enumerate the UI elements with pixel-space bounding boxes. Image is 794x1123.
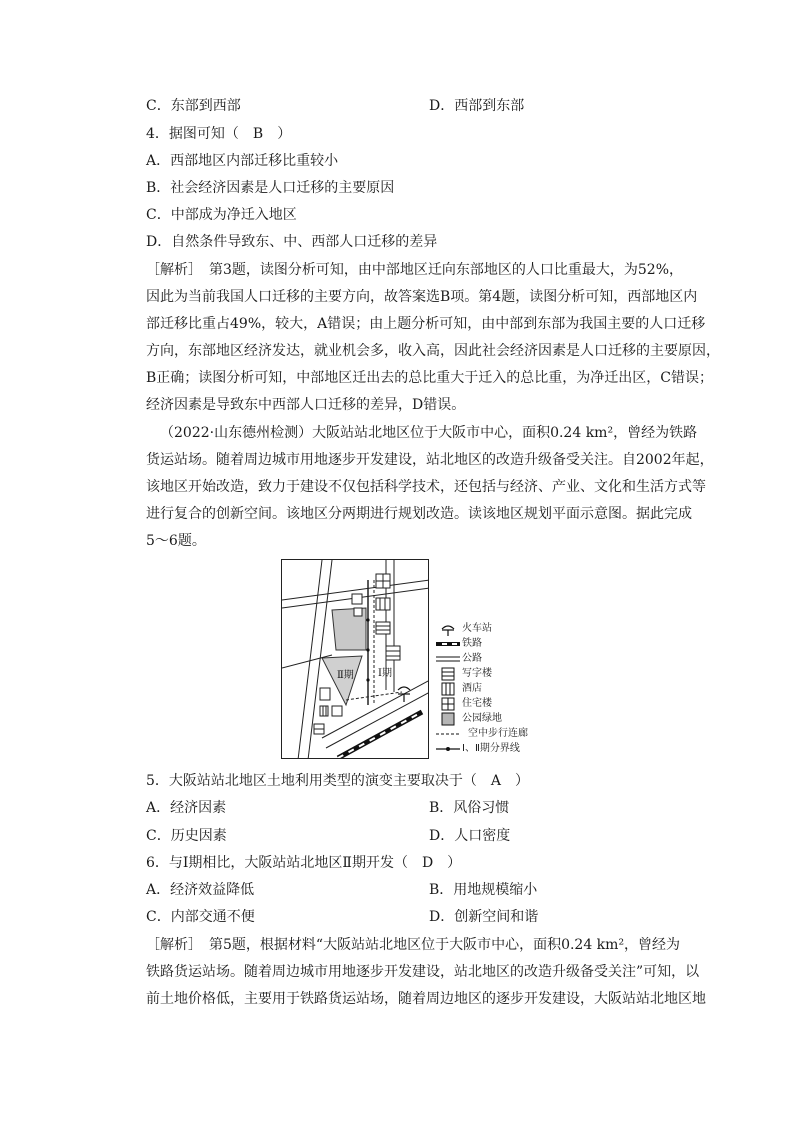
office-building <box>386 646 400 660</box>
office-building <box>376 622 390 634</box>
analysis1-line: ［解析］ 第3题，读图分析可知，由中部地区迁向东部地区的人口比重最大，为52%， <box>146 262 684 278</box>
legend-label: 火车站 <box>462 623 492 634</box>
legend-label: 公园绿地 <box>462 713 502 724</box>
q6-option-d: D．创新空间和谐 <box>429 909 539 925</box>
q6-option-c: C．内部交通不便 <box>146 909 255 925</box>
office-icon <box>436 667 460 681</box>
hotel-building <box>320 706 328 716</box>
station-icon <box>398 687 410 702</box>
q3-option-c: C．东部到西部 <box>146 98 241 114</box>
map-legend <box>436 622 556 762</box>
analysis2-line: ［解析］ 第5题，根据材料“大阪站站北地区位于大阪市中心，面积0.24 km²，曾经为 <box>146 937 681 953</box>
analysis1-line: 部迁移比重占49%，较大，A错误；由上题分析可知，由中部到东部为我国主要的人口迁移 <box>146 316 706 332</box>
legend-label: 写字楼 <box>462 668 492 679</box>
q6-option-a: A．经济效益降低 <box>146 882 255 898</box>
q4-option-d: D．自然条件导致东、中、西部人口迁移的差异 <box>146 234 438 250</box>
hotel-building <box>376 598 390 610</box>
analysis1-line: 经济因素是导致东中西部人口迁移的差异，D错误。 <box>146 397 466 413</box>
legend-label: 公路 <box>462 653 482 664</box>
q4-option-b: B．社会经济因素是人口迁移的主要原因 <box>146 180 395 196</box>
small-building <box>332 706 342 716</box>
small-building <box>354 608 362 616</box>
q4-stem: 4．据图可知（ B ） <box>146 126 292 142</box>
material-line: 该地区开始改造，致力于建设不仅包括科学技术，还包括与经济、产业、文化和生活方式等 <box>146 479 706 495</box>
material-line: 进行复合的创新空间。该地区分两期进行规划改造。读该地区规划平面示意图。据此完成 <box>146 506 692 522</box>
analysis1-line: B正确；读图分析可知，中部地区迁出去的总比重大于迁入的总比重，为净迁出区，C错误； <box>146 370 713 386</box>
q6-option-b: B．用地规模缩小 <box>429 882 538 898</box>
q4-option-c: C．中部成为净迁入地区 <box>146 207 297 223</box>
q5-option-c: C．历史因素 <box>146 828 227 844</box>
material-line: 货运站场。随着周边城市用地逐步开发建设，站北地区的改造升级备受关注。自2002年起， <box>146 452 714 468</box>
railway-icon <box>436 637 460 651</box>
road <box>326 692 429 748</box>
park-icon <box>436 712 460 726</box>
analysis1-line: 方向，东部地区经济发达，就业机会多，收入高，因此社会经济因素是人口迁移的主要原因， <box>146 343 720 359</box>
station-icon <box>436 622 460 636</box>
boundary-icon <box>436 742 460 756</box>
planning-map <box>281 559 429 759</box>
legend-label: 酒店 <box>462 683 482 694</box>
small-building <box>352 594 362 604</box>
road-icon <box>436 652 460 666</box>
analysis2-line: 前土地价格低，主要用于铁路货运站场，随着周边地区的逐步开发建设，大阪站站北地区地 <box>146 991 706 1007</box>
q6-stem: 6．与Ⅰ期相比，大阪站站北地区Ⅱ期开发（ D ） <box>146 855 462 871</box>
phase2-label: Ⅱ期 <box>337 670 354 681</box>
legend-label: 铁路 <box>462 638 482 649</box>
q4-option-a: A．西部地区内部迁移比重较小 <box>146 153 339 169</box>
q5-option-b: B．风俗习惯 <box>429 800 510 816</box>
map-drawing <box>282 560 429 759</box>
small-building <box>320 688 330 700</box>
q5-option-a: A．经济因素 <box>146 800 227 816</box>
q3-option-d: D．西部到东部 <box>429 98 525 114</box>
analysis1-line: 因此为当前我国人口迁移的主要方向，故答案选B项。第4题，读图分析可知，西部地区内 <box>146 289 698 305</box>
legend-label: Ⅰ、Ⅱ期分界线 <box>462 743 520 754</box>
q5-option-d: D．人口密度 <box>429 828 511 844</box>
legend-label: 住宅楼 <box>462 698 492 709</box>
residential-icon <box>436 697 460 711</box>
material-line: （2022·山东德州检测）大阪站站北地区位于大阪市中心，面积0.24 km²，曾经为铁路 <box>160 425 698 441</box>
walkway-icon <box>436 727 460 741</box>
phase1-label: Ⅰ期 <box>378 668 392 679</box>
hotel-icon <box>436 682 460 696</box>
analysis2-line: 铁路货运站场。随着周边城市用地逐步开发建设，站北地区的改造升级备受关注”可知，以 <box>146 964 700 980</box>
q5-stem: 5．大阪站站北地区土地利用类型的演变主要取决于（ A ） <box>146 773 530 789</box>
legend-label: 空中步行连廊 <box>468 728 528 739</box>
material-line: 5～6题。 <box>146 533 206 549</box>
